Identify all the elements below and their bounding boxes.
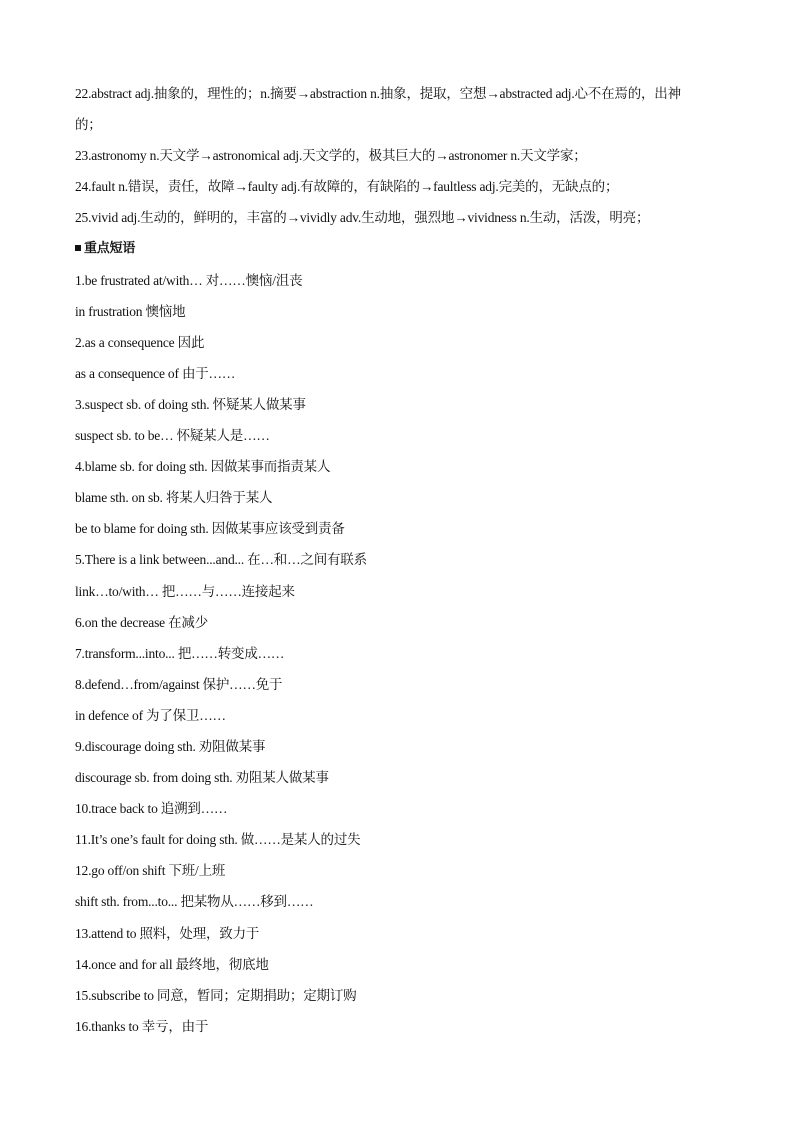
phrase-line: 2.as a consequence 因此 [75,334,205,350]
vocab-line: 25.vivid adj.生动的，鲜明的，丰富的→vividly adv.生动地，强烈地→vividness n.生动，活泼，明亮； [75,210,650,226]
phrase-line: 6.on the decrease 在减少 [75,614,209,630]
vocab-line: 24.fault n.错误，责任，故障→faulty adj.有故障的，有缺陷的→faultless adj.完美的，无缺点的； [75,179,619,195]
phrase-line: 15.subscribe to 同意，暂同；定期捐助；定期订购 [75,987,357,1003]
phrase-line: as a consequence of 由于…… [75,365,236,381]
vocab-line: 的； [75,117,102,133]
phrase-line: 16.thanks to 幸亏，由于 [75,1018,209,1034]
phrase-line: 10.trace back to 追溯到…… [75,801,228,817]
phrase-line: 1.be frustrated at/with… 对……懊恼/沮丧 [75,272,303,288]
phrase-line: be to blame for doing sth. 因做某事应该受到责备 [75,521,345,537]
square-bullet-icon [75,245,81,251]
phrase-line: 5.There is a link between...and... 在…和…之间有联系 [75,552,367,568]
vocab-line: 22.abstract adj.抽象的，理性的；n.摘要→abstraction n.抽象，提取，空想→abstracted adj.心不在焉的，出神 [75,86,681,101]
phrase-line: 13.attend to 照料，处理，致力于 [75,925,260,941]
phrase-line: 3.suspect sb. of doing sth. 怀疑某人做某事 [75,396,306,412]
vocab-line: 23.astronomy n.天文学→astronomical adj.天文学的，极其巨大的→astronomer n.天文学家； [75,148,587,164]
phrase-line: 12.go off/on shift 下班/上班 [75,863,226,879]
phrase-line: suspect sb. to be… 怀疑某人是…… [75,428,270,444]
phrase-line: in defence of 为了保卫…… [75,707,226,723]
phrase-line: 11.It’s one’s fault for doing sth. 做……是某人的过失 [75,832,361,848]
phrase-line: 4.blame sb. for doing sth. 因做某事而指责某人 [75,459,331,475]
document-page [75,78,725,1042]
phrase-line: link…to/with… 把……与……连接起来 [75,583,295,599]
phrase-line: shift sth. from...to... 把某物从……移到…… [75,894,314,910]
phrase-line: 14.once and for all 最终地，彻底地 [75,956,269,972]
phrase-line: 7.transform...into... 把……转变成…… [75,645,285,661]
section-heading-text: 重点短语 [84,241,136,257]
phrase-line: blame sth. on sb. 将某人归咎于某人 [75,490,273,506]
phrase-line: discourage sb. from doing sth. 劝阻某人做某事 [75,770,329,786]
phrase-line: 8.defend…from/against 保护……免于 [75,676,283,692]
phrase-line: in frustration 懊恼地 [75,303,186,319]
phrase-line: 9.discourage doing sth. 劝阻做某事 [75,738,266,754]
section-heading [75,233,725,264]
